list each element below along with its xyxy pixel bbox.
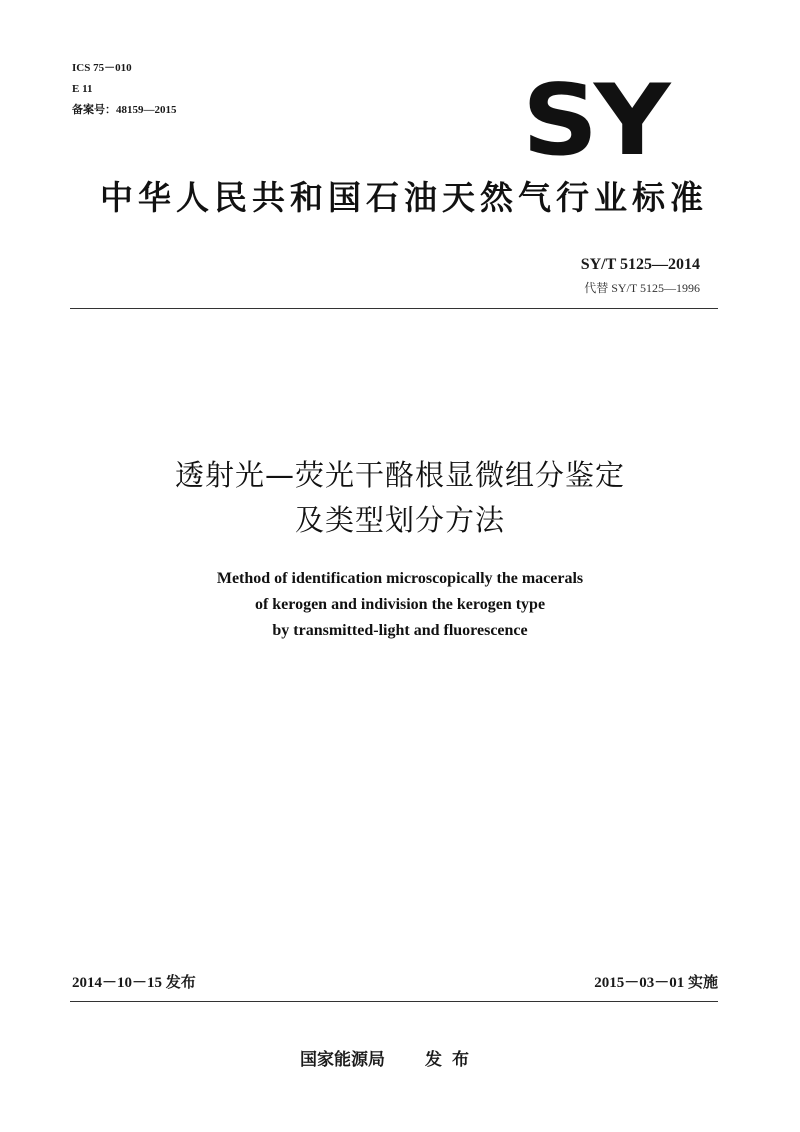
- standard-number: SY/T 5125—2014: [580, 256, 700, 273]
- replaces-standard: 代替 SY/T 5125—1996: [584, 281, 700, 295]
- top-divider: [70, 308, 718, 309]
- chinese-title-line-2: 及类型划分方法: [294, 503, 505, 537]
- issuer-action: 发布: [425, 1050, 479, 1070]
- bottom-divider: [70, 1001, 718, 1002]
- classification-block: [72, 58, 177, 121]
- implementation-date: 2015－03－01 实施: [594, 975, 718, 991]
- english-title-line-1: Method of identification microscopically the macerals: [216, 570, 584, 587]
- english-title-line-2: of kerogen and indivision the kerogen type: [254, 596, 546, 613]
- sy-logo: SY: [522, 64, 667, 178]
- classification-code: E 11: [72, 83, 93, 95]
- english-title-line-3: by transmitted-light and fluorescence: [272, 622, 528, 639]
- chinese-title-line-1: 透射光—荧光干酪根显微组分鉴定: [174, 458, 625, 492]
- record-number: 备案号：48159—2015: [72, 104, 177, 116]
- ics-code: ICS 75－010: [72, 62, 132, 74]
- english-title: [0, 566, 800, 644]
- issuer: [300, 1045, 479, 1070]
- issue-date: 2014－10－15 发布: [72, 975, 196, 991]
- standard-category-title: 中华人民共和国石油天然气行业标准: [100, 178, 708, 217]
- issuer-name: 国家能源局: [300, 1050, 385, 1070]
